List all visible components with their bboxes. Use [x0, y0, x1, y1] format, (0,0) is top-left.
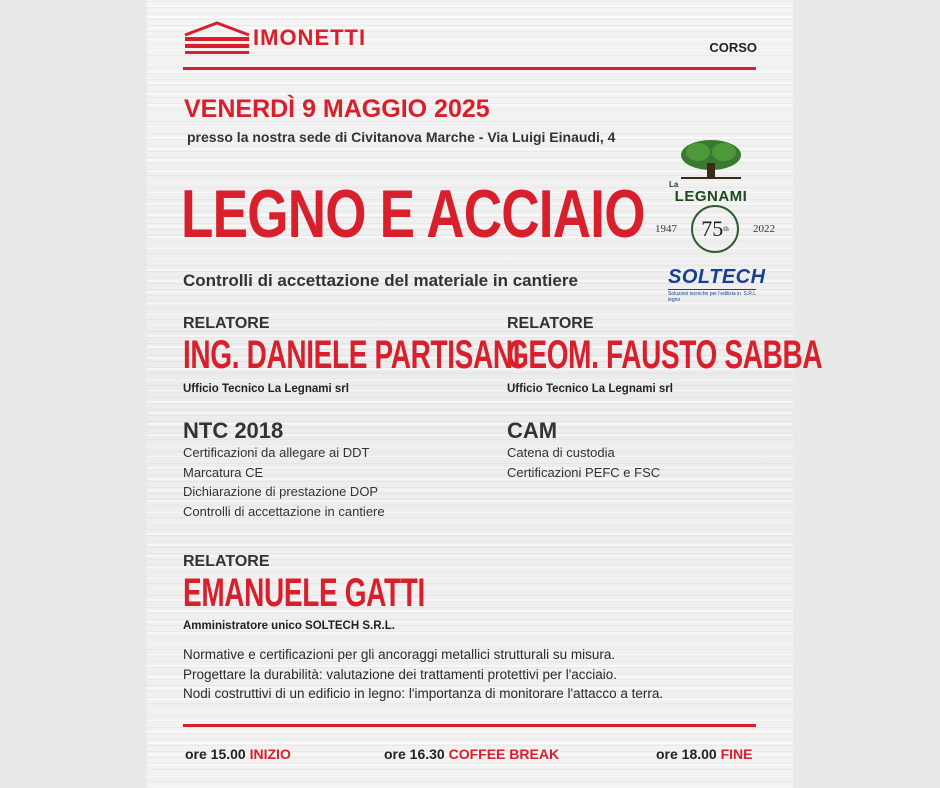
- schedule-end: [656, 746, 753, 762]
- list-item: Normative e certificazioni per gli ancoraggi metallici strutturali su misura.: [183, 647, 616, 662]
- gatti-topics: [183, 645, 763, 704]
- anniversary-suffix: th: [723, 225, 729, 233]
- cam-title: CAM: [507, 418, 558, 443]
- speaker3-role: Amministratore unico SOLTECH S.R.L.: [183, 620, 395, 632]
- list-item: Progettare la durabilità: valutazione dei trattamenti protettivi per l'acciaio.: [183, 666, 618, 682]
- bottom-divider: [183, 724, 756, 727]
- soltech-srl: S.R.L: [743, 291, 756, 297]
- corso-label: CORSO: [709, 40, 757, 55]
- year-start: 1947: [655, 223, 677, 235]
- speaker2-label: RELATORE: [507, 315, 594, 332]
- laurel-75-icon: [691, 205, 739, 253]
- speaker2-role: Ufficio Tecnico La Legnami srl: [507, 383, 673, 395]
- la-legnami-logo: [665, 138, 757, 205]
- event-venue: presso la nostra sede di Civitanova Marche - Via Luigi Einaudi, 4: [187, 129, 616, 145]
- anniversary-badge: [655, 202, 775, 256]
- cam-list: [507, 443, 660, 482]
- simonetti-logo: [183, 20, 366, 56]
- speaker3-label: RELATORE: [183, 553, 270, 570]
- list-item: Catena di custodia: [507, 445, 615, 460]
- event-date: VENERDÌ 9 MAGGIO 2025: [184, 95, 490, 123]
- list-item: Dichiarazione di prestazione DOP: [183, 484, 379, 499]
- soltech-wordmark: SOLTECH: [668, 266, 766, 288]
- schedule-label: INIZIO: [249, 746, 291, 762]
- ntc-list: [183, 443, 385, 521]
- logo-wordmark: IMONETTI: [253, 25, 367, 50]
- schedule-time: ore 16.30: [384, 746, 445, 762]
- schedule-break: [384, 746, 559, 762]
- legnami-small-text: La: [669, 180, 679, 189]
- list-item: Certificazioni PEFC e FSC: [507, 464, 661, 480]
- speaker3-name: EMANUELE GATTI: [183, 571, 425, 615]
- soltech-logo: [668, 266, 766, 303]
- house-s-icon: [183, 21, 251, 55]
- list-item: Certificazioni da allegare ai DDT: [183, 445, 370, 460]
- schedule-time: ore 15.00: [185, 746, 246, 762]
- tree-icon: [676, 138, 746, 180]
- schedule-label: COFFEE BREAK: [448, 746, 560, 762]
- speaker1-role: Ufficio Tecnico La Legnami srl: [183, 383, 349, 395]
- event-title: LEGNO E ACCIAIO: [181, 176, 645, 252]
- schedule-time: ore 18.00: [656, 746, 717, 762]
- schedule-label: FINE: [720, 746, 753, 762]
- year-end: 2022: [753, 223, 775, 235]
- ntc-title: NTC 2018: [183, 418, 284, 443]
- schedule-start: [185, 746, 291, 762]
- legnami-text: LEGNAMI: [674, 188, 748, 205]
- soltech-tagline: Soluzioni tecniche per l'edilizia in legno: [668, 291, 741, 303]
- anniversary-number: 75: [701, 216, 724, 241]
- speaker1-label: RELATORE: [183, 315, 270, 332]
- list-item: Controlli di accettazione in cantiere: [183, 503, 385, 519]
- list-item: Nodi costruttivi di un edificio in legno: l'importanza di monitorare l'attacco a terra.: [183, 686, 664, 701]
- speaker2-name: GEOM. FAUSTO SABBA: [507, 333, 823, 377]
- top-divider: [183, 67, 756, 70]
- event-subtitle: Controlli di accettazione del materiale in cantiere: [183, 271, 578, 290]
- list-item: Marcatura CE: [183, 464, 264, 480]
- speaker1-name: ING. DANIELE PARTISANI: [183, 333, 521, 377]
- event-poster: [147, 0, 823, 788]
